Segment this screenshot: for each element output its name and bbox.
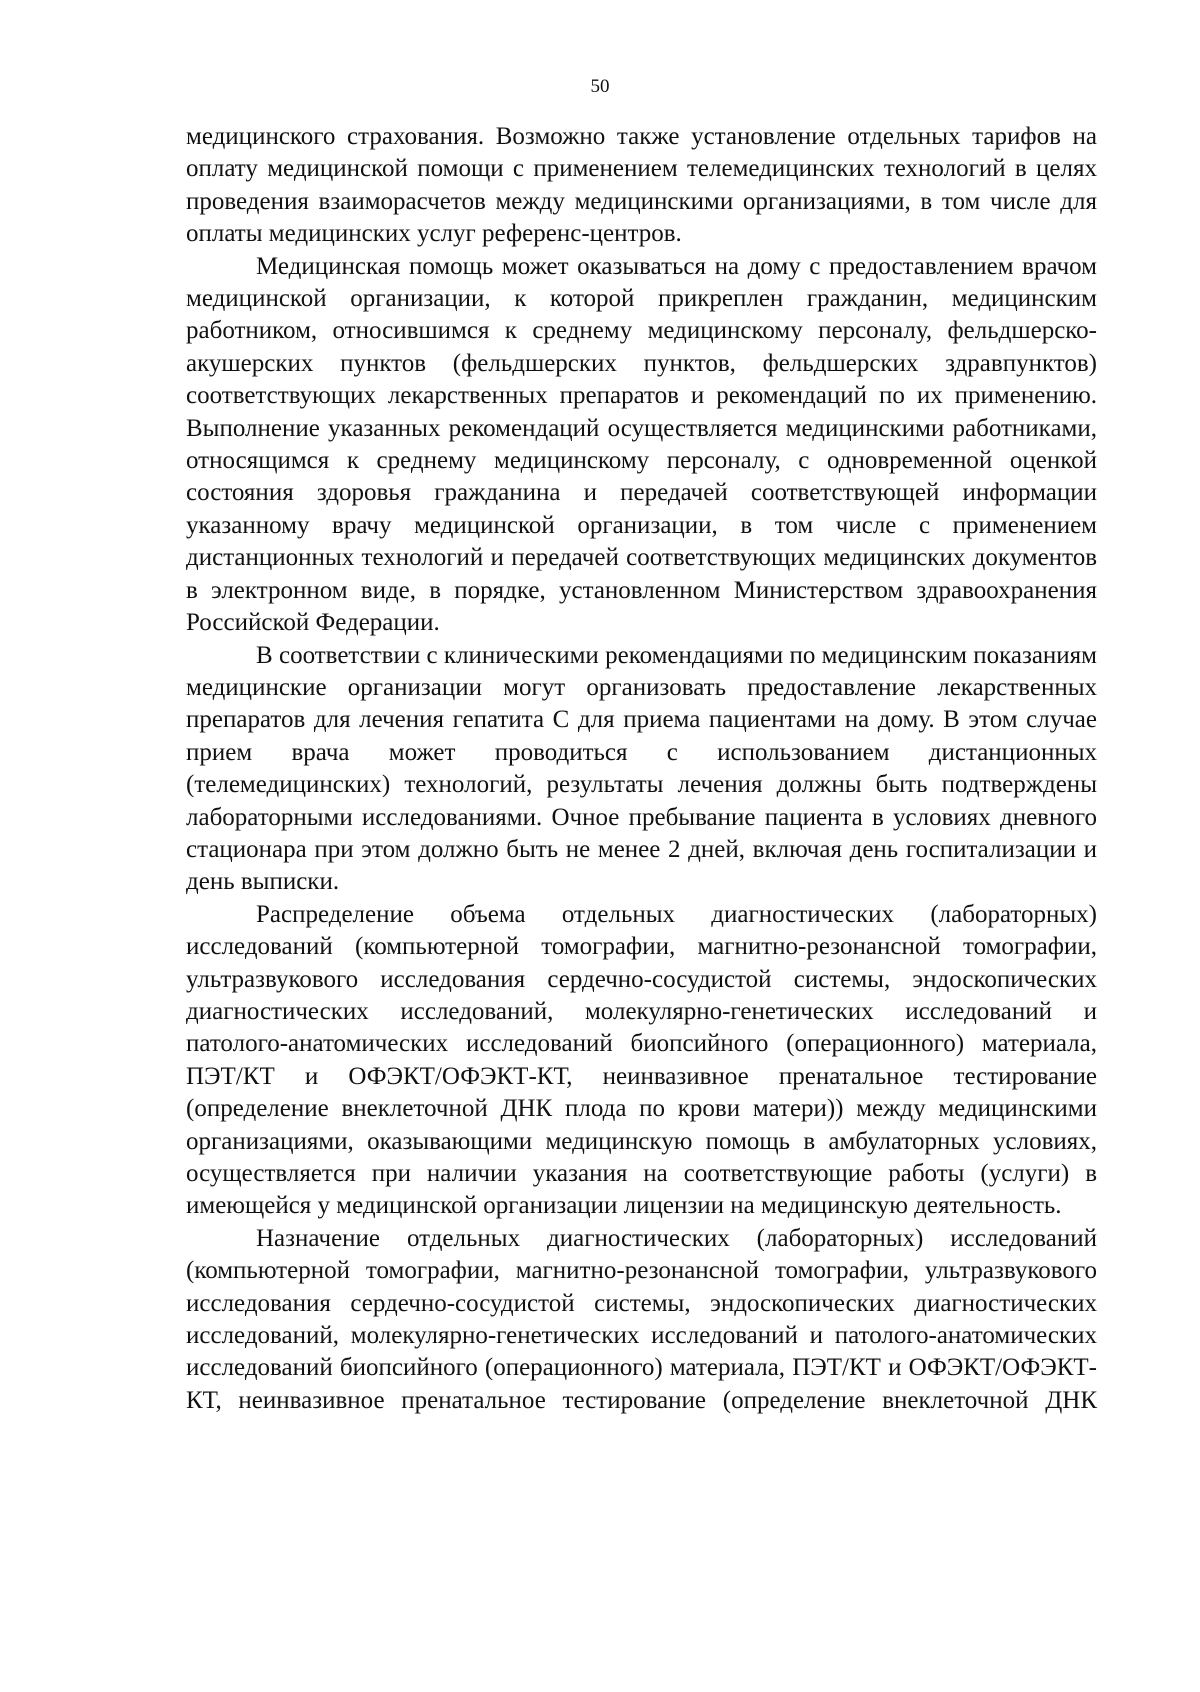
paragraph-hepatitis-c: В соответствии с клиническими рекомендациями по медицинским показаниям медицинские организации могут организовать предоставление лекарственных препаратов для лечения гепатита С для приема пациентами на дому. В этом случае прием врача может проводиться с использованием дистанционных (телемедицинских) технологий, результаты лечения должны быть подтверждены лабораторными исследованиями. Очное пребывание пациента в условиях дневного стационара при этом должно быть не менее 2 дней, включая день госпитализации и день выписки.	[186, 641, 1097, 896]
document-body	[186, 121, 1097, 1417]
paragraph-diagnostic-assignment: Назначение отдельных диагностических (лабораторных) исследований (компьютерной томографии, магнитно-резонансной томографии, ультразвукового исследования сердечно-сосудистой системы, эндоскопических диагностических исследований, молекулярно-генетических исследований и патолого-анатомических исследований биопсийного (операционного) материала, ПЭТ/КТ и ОФЭКТ/ОФЭКТ-КТ, неинвазивное пренатальное тестирование (определение внеклеточной ДНК	[186, 1224, 1097, 1414]
paragraph-diagnostic-distribution: Распределение объема отдельных диагностических (лабораторных) исследований (компьютерной томографии, магнитно-резонансной томографии, ультразвукового исследования сердечно-сосудистой системы, эндоскопических диагностических исследований, молекулярно-генетических исследований и патолого-анатомических исследований биопсийного (операционного) материала, ПЭТ/КТ и ОФЭКТ/ОФЭКТ-КТ, неинвазивное пренатальное тестирование (определение внеклеточной ДНК плода по крови матери)) между медицинскими организациями, оказывающими медицинскую помощь в амбулаторных условиях, осуществляется при наличии указания на соответствующие работы (услуги) в имеющейся у медицинской организации лицензии на медицинскую деятельность.	[186, 900, 1097, 1220]
paragraph-continuation: медицинского страхования. Возможно также установление отдельных тарифов на оплату медицинской помощи с применением телемедицинских технологий в целях проведения взаиморасчетов между медицинскими организациями, в том числе для оплаты медицинских услуг референс-центров.	[186, 123, 1097, 248]
page-number: 50	[590, 76, 610, 97]
paragraph-home-care: Медицинская помощь может оказываться на дому с предоставлением врачом медицинской организации, к которой прикреплен гражданин, медицинским работником, относившимся к среднему медицинскому персоналу, фельдшерско-акушерских пунктов (фельдшерских пунктов, фельдшерских здравпунктов) соответствующих лекарственных препаратов и рекомендаций по их применению. Выполнение указанных рекомендаций осуществляется медицинскими работниками, относящимся к среднему медицинскому персоналу, с одновременной оценкой состояния здоровья гражданина и передачей соответствующей информации указанному врачу медицинской организации, в том числе с применением дистанционных технологий и передачей соответствующих медицинских документов в электронном виде, в порядке, установленном Министерством здравоохранения Российской Федерации.	[186, 252, 1097, 637]
